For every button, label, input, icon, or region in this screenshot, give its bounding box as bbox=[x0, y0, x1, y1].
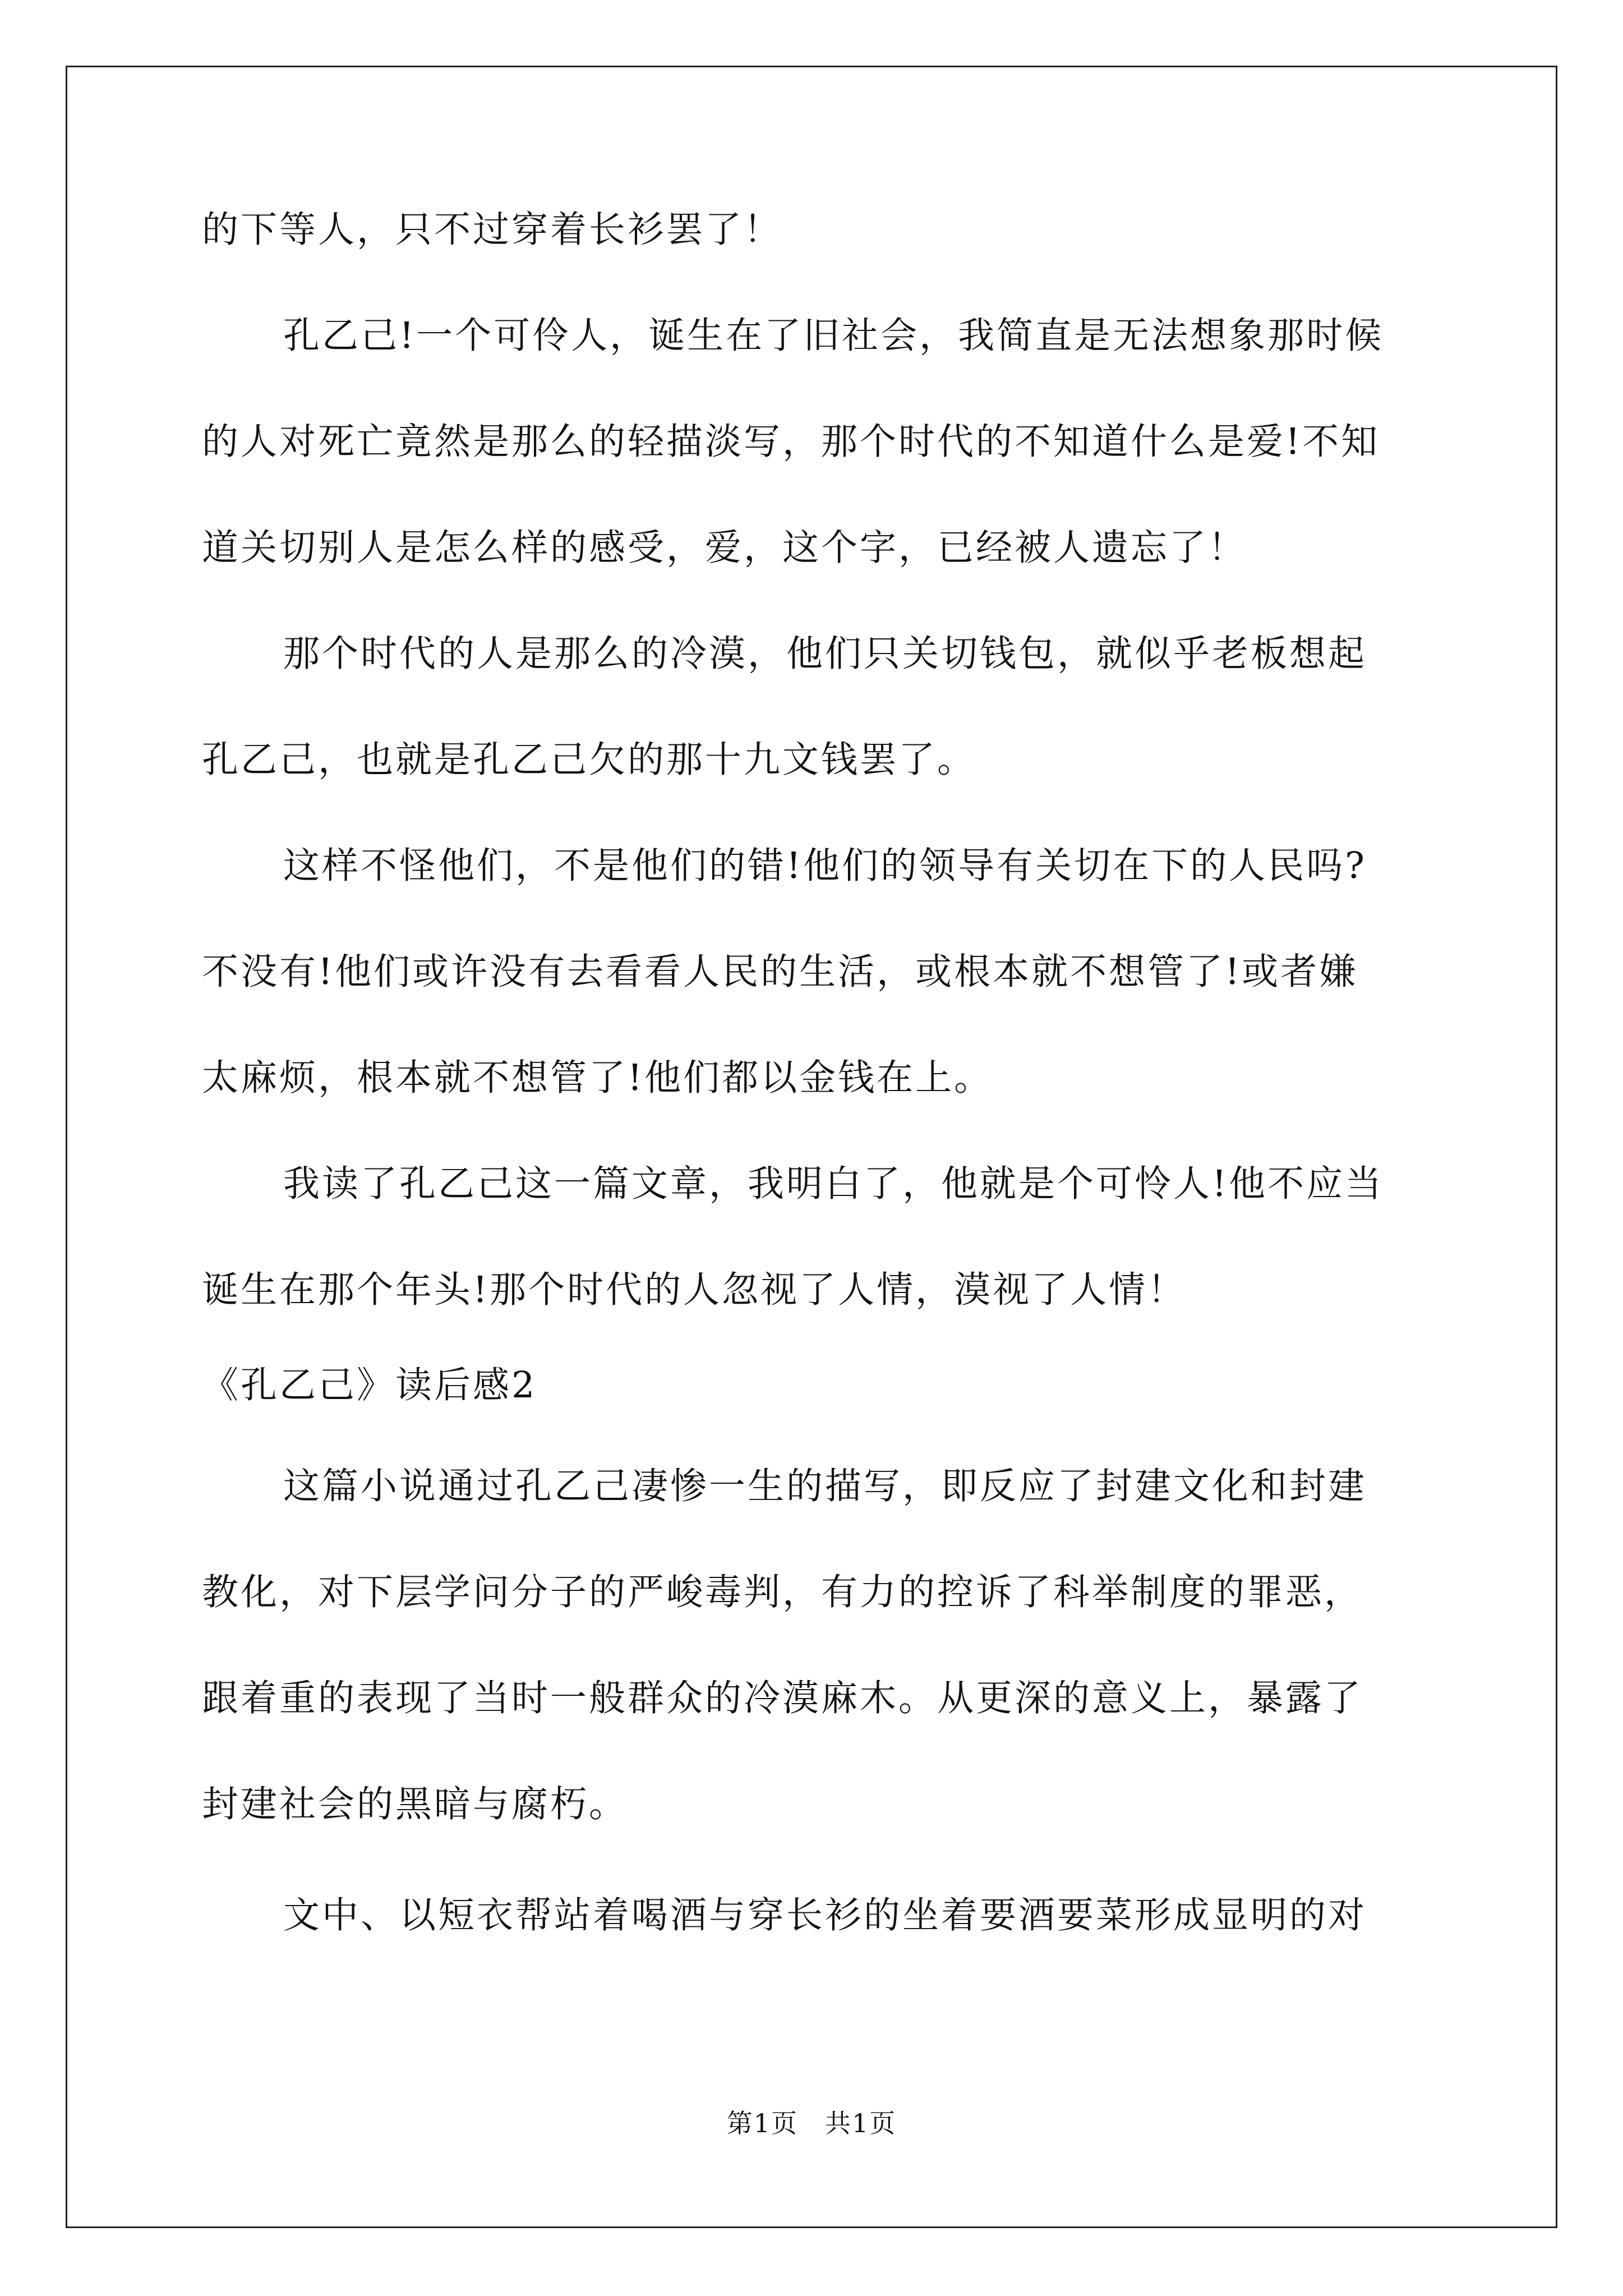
text-line: 我读了孔乙己这一篇文章，我明白了，他就是个可怜人!他不应当 bbox=[283, 1163, 1384, 1205]
text-line: 那个时代的人是那么的冷漠，他们只关切钱包，就似乎老板想起 bbox=[283, 633, 1367, 675]
text-line: 封建社会的黑暗与腐朽。 bbox=[202, 1783, 628, 1825]
text-line: 孔乙己!一个可伶人，诞生在了旧社会，我简直是无法想象那时候 bbox=[283, 315, 1384, 357]
text-line: 这篇小说通过孔乙己凄惨一生的描写，即反应了封建文化和封建 bbox=[283, 1465, 1367, 1507]
text-line: 孔乙己，也就是孔乙己欠的那十九文钱罢了。 bbox=[202, 739, 976, 781]
section-heading: 《孔乙己》读后感2 bbox=[202, 1364, 537, 1406]
text-line: 不没有!他们或许没有去看看人民的生活，或根本就不想管了!或者嫌 bbox=[202, 951, 1358, 993]
text-line: 教化，对下层学问分子的严峻毒判，有力的控诉了科举制度的罪恶， bbox=[202, 1571, 1363, 1613]
text-line: 太麻烦，根本就不想管了!他们都以金钱在上。 bbox=[202, 1057, 993, 1099]
text-line: 跟着重的表现了当时一般群众的冷漠麻木。从更深的意义上，暴露了 bbox=[202, 1677, 1363, 1719]
text-line: 的人对死亡竟然是那么的轻描淡写，那个时代的不知道什么是爱!不知 bbox=[202, 421, 1380, 463]
page-number-footer: 第1页 共1页 bbox=[726, 2108, 897, 2138]
text-line: 的下等人，只不过穿着长衫罢了！ bbox=[202, 209, 783, 251]
text-line: 道关切别人是怎么样的感受，爱，这个字，已经被人遗忘了！ bbox=[202, 527, 1247, 569]
text-line: 这样不怪他们，不是他们的错!他们的领导有关切在下的人民吗? bbox=[283, 845, 1367, 887]
text-line: 诞生在那个年头!那个时代的人忽视了人情，漠视了人情！ bbox=[202, 1269, 1187, 1311]
text-line: 文中、以短衣帮站着喝酒与穿长衫的坐着要酒要菜形成显明的对 bbox=[283, 1894, 1367, 1936]
